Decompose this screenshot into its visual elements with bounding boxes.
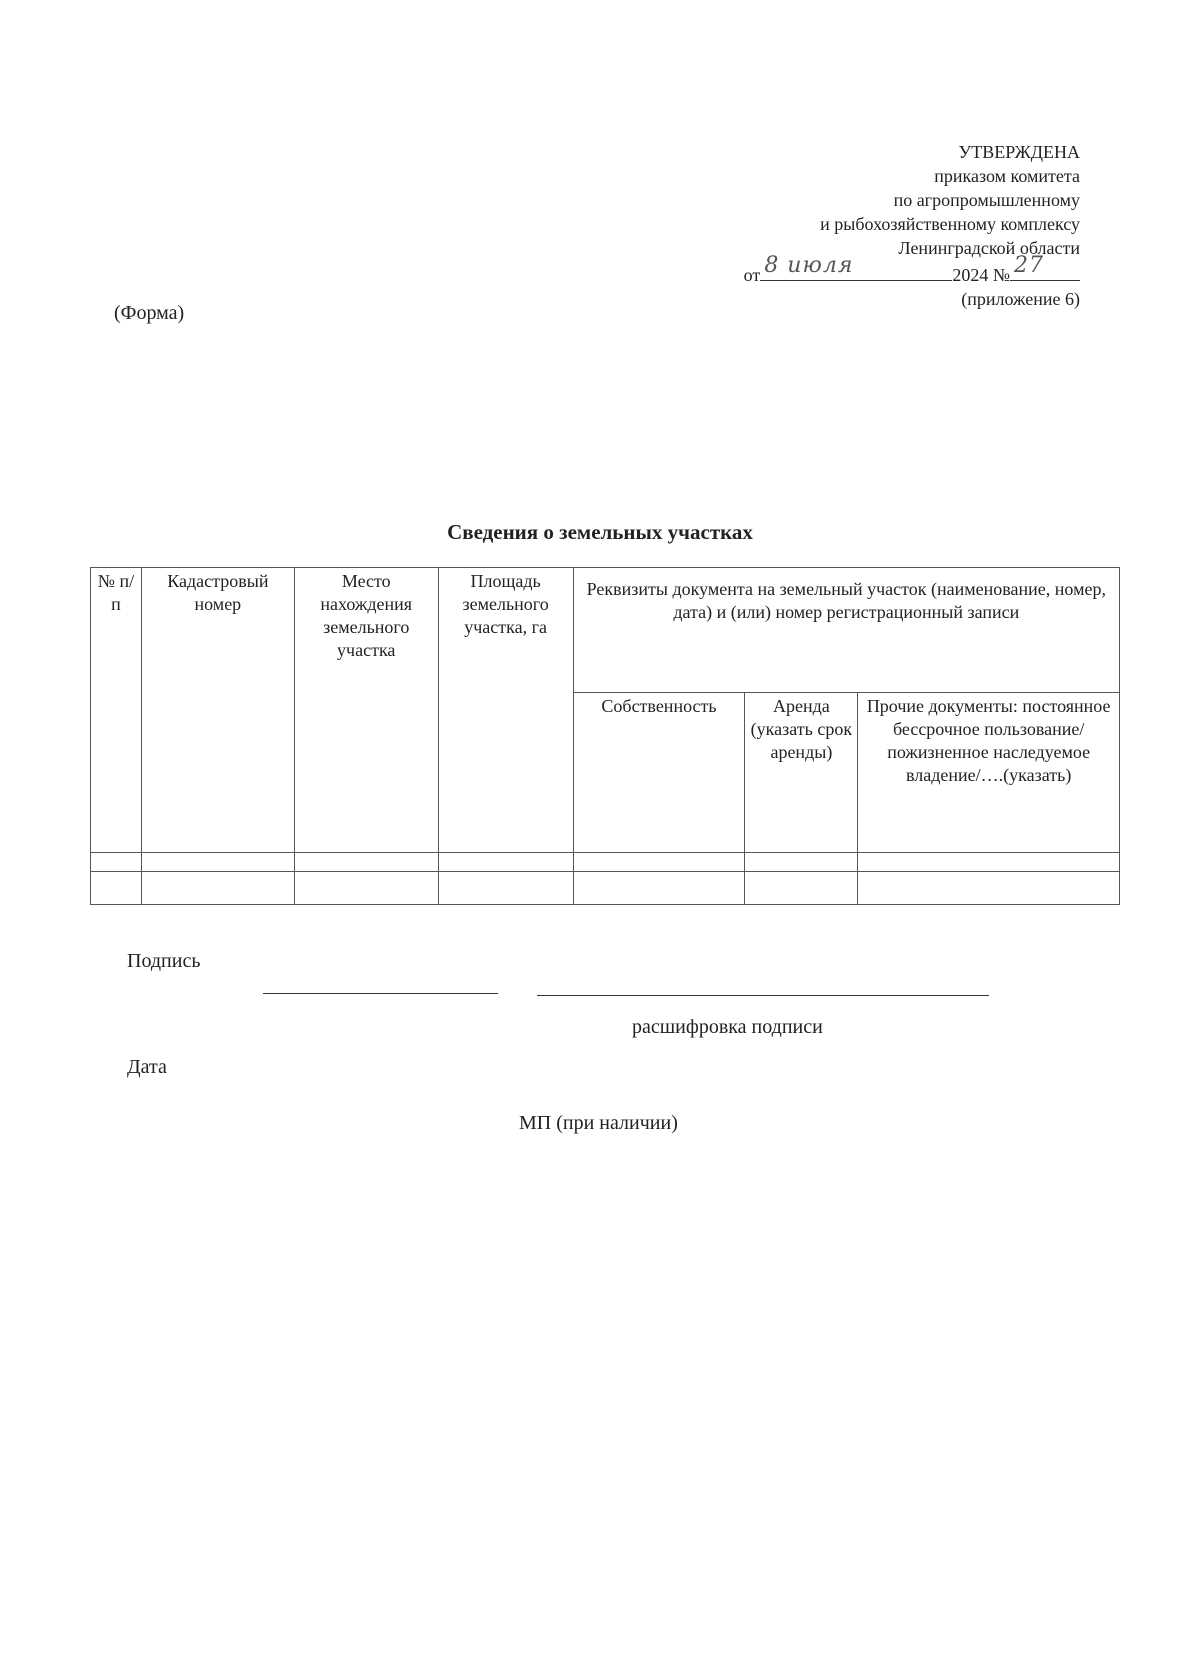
- table-cell[interactable]: [294, 853, 438, 872]
- table-cell[interactable]: [573, 872, 745, 905]
- table-cell[interactable]: [141, 853, 294, 872]
- date-label: Дата: [127, 1056, 167, 1078]
- col-header-requisites: Реквизиты документа на земельный участок (наименование, номер, дата) и (или) номер регистрационный записи: [573, 568, 1119, 693]
- table-row: [91, 872, 1120, 905]
- number-field: [1010, 253, 1080, 281]
- col-header-location: Место нахождения земельного участка: [294, 568, 438, 853]
- handwritten-date: 8 июля: [764, 253, 854, 278]
- date-field: [760, 253, 952, 281]
- subheader-ownership: Собственность: [573, 693, 745, 853]
- table-cell[interactable]: [438, 872, 573, 905]
- table-row: [91, 853, 1120, 872]
- attachment-label: (приложение 6): [961, 289, 1080, 309]
- subheader-other-documents: Прочие документы: постоянное бессрочное пользование/ пожизненное наследуемое владение/….(указать): [858, 693, 1120, 853]
- table-cell[interactable]: [858, 872, 1120, 905]
- date-prefix: от: [743, 265, 761, 285]
- approval-line-committee: по агропромышленному: [893, 190, 1080, 210]
- table-cell[interactable]: [858, 853, 1120, 872]
- land-plots-table: [90, 567, 1120, 905]
- stamp-label: МП (при наличии): [519, 1112, 678, 1134]
- table-header-row: [91, 568, 1120, 693]
- signature-label: Подпись: [127, 950, 201, 972]
- signature-decode-line[interactable]: [537, 995, 989, 996]
- col-header-number: № п/п: [91, 568, 142, 853]
- table-cell[interactable]: [141, 872, 294, 905]
- approval-line-region: Ленинградской области: [898, 238, 1080, 258]
- table-cell[interactable]: [91, 872, 142, 905]
- signature-line[interactable]: [263, 993, 498, 994]
- signature-decode-label: расшифровка подписи: [632, 1016, 823, 1038]
- table-cell[interactable]: [91, 853, 142, 872]
- approval-line-complex: и рыбохозяйственному комплексу: [820, 214, 1080, 234]
- table-cell[interactable]: [745, 872, 858, 905]
- handwritten-number: 27: [1014, 253, 1044, 278]
- approval-block: [744, 140, 1080, 311]
- col-header-area: Площадь земельного участка, га: [438, 568, 573, 853]
- table-cell[interactable]: [438, 853, 573, 872]
- table-cell[interactable]: [573, 853, 745, 872]
- approval-title: УТВЕРЖДЕНА: [958, 142, 1080, 162]
- col-header-cadastral: Кадастровый номер: [141, 568, 294, 853]
- table-cell[interactable]: [745, 853, 858, 872]
- document-title: Сведения о земельных участках: [447, 520, 753, 544]
- year-number-label: 2024 №: [952, 265, 1010, 285]
- approval-line-order: приказом комитета: [934, 166, 1080, 186]
- form-label: (Форма): [114, 302, 185, 324]
- subheader-lease: Аренда (указать срок аренды): [745, 693, 858, 853]
- approval-date-line: [743, 253, 1080, 287]
- table-cell[interactable]: [294, 872, 438, 905]
